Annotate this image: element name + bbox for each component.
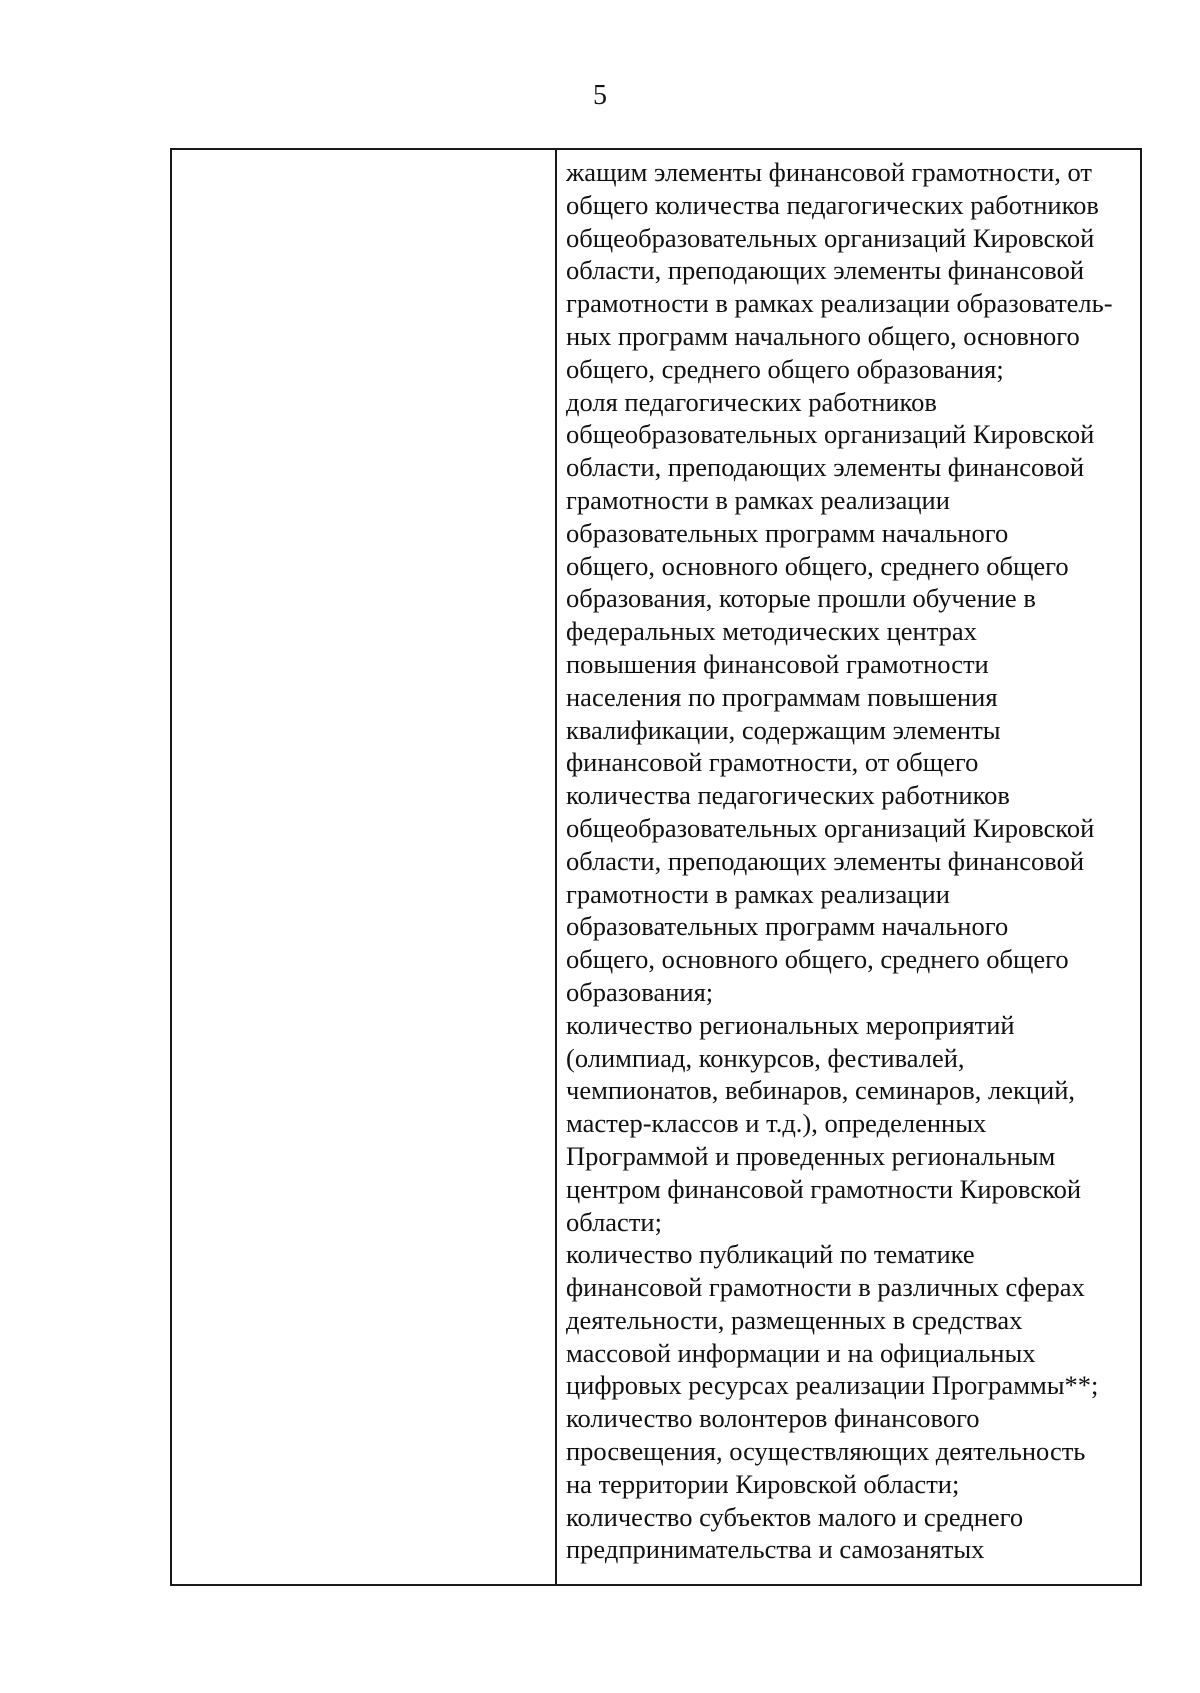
text-line: просвещения, осуществляющих деятельность	[566, 1436, 1086, 1467]
text-line: количество субъектов малого и среднего	[566, 1501, 1024, 1532]
text-line: образовательных программ начального	[566, 911, 1009, 942]
text-line: общего, основного общего, среднего общего	[566, 550, 1069, 581]
text-line: доля педагогических работников	[566, 386, 937, 417]
text-line: количество региональных мероприятий	[566, 1009, 1015, 1040]
text-line: жащим элементы финансовой грамотности, от	[566, 157, 1093, 187]
text-line: области;	[566, 1206, 662, 1237]
text-line: общего, основного общего, среднего общего	[566, 944, 1069, 975]
text-line: центром финансовой грамотности Кировской	[566, 1173, 1082, 1204]
text-line: населения по программам повышения	[566, 681, 998, 712]
text-line: количество волонтеров финансового	[566, 1403, 980, 1434]
text-line: ных программ начального общего, основного	[566, 320, 1080, 351]
text-line: образовательных программ начального	[566, 517, 1009, 548]
page-number: 5	[593, 80, 607, 111]
text-line: общеобразовательных организаций Кировской	[566, 812, 1095, 843]
text-line: мастер-классов и т.д.), определенных	[566, 1108, 987, 1139]
text-line: финансовой грамотности, от общего	[566, 747, 979, 778]
text-line: Программой и проведенных региональным	[566, 1140, 1056, 1171]
text-line: чемпионатов, вебинаров, семинаров, лекций,	[566, 1075, 1075, 1106]
document-table	[170, 148, 1142, 1586]
text-line: (олимпиад, конкурсов, фестивалей,	[566, 1042, 965, 1073]
text-line: количество публикаций по тематике	[566, 1239, 975, 1270]
table-cell-left	[172, 150, 557, 1584]
text-line: области, преподающих элементы финансовой	[566, 845, 1085, 876]
text-line: цифровых ресурсах реализации Программы**;	[566, 1370, 1099, 1401]
text-line: образования;	[566, 976, 714, 1007]
text-line: общего количества педагогических работников	[566, 189, 1099, 220]
text-line: деятельности, размещенных в средствах	[566, 1304, 1023, 1335]
text-line: грамотности в рамках реализации образователь-	[566, 288, 1113, 319]
text-line: общеобразовательных организаций Кировской	[566, 419, 1095, 450]
text-line: повышения финансовой грамотности	[566, 648, 989, 679]
table-cell-right	[557, 150, 1140, 1584]
text-line: финансовой грамотности в различных сферах	[566, 1272, 1085, 1303]
text-line: общеобразовательных организаций Кировской	[566, 222, 1095, 253]
text-line: федеральных методических центрах	[566, 616, 977, 647]
text-line: на территории Кировской области;	[566, 1468, 960, 1499]
text-line: массовой информации и на официальных	[566, 1337, 1036, 1368]
text-line: предпринимательства и самозанятых	[566, 1534, 985, 1565]
text-line: области, преподающих элементы финансовой	[566, 452, 1085, 483]
text-line: грамотности в рамках реализации	[566, 878, 950, 909]
text-line: общего, среднего общего образования;	[566, 353, 1004, 384]
text-line: грамотности в рамках реализации	[566, 484, 950, 515]
text-line: квалификации, содержащим элементы	[566, 714, 1001, 745]
text-line: количества педагогических работников	[566, 780, 1010, 811]
text-line: образования, которые прошли обучение в	[566, 583, 1036, 614]
text-line: области, преподающих элементы финансовой	[566, 255, 1085, 286]
